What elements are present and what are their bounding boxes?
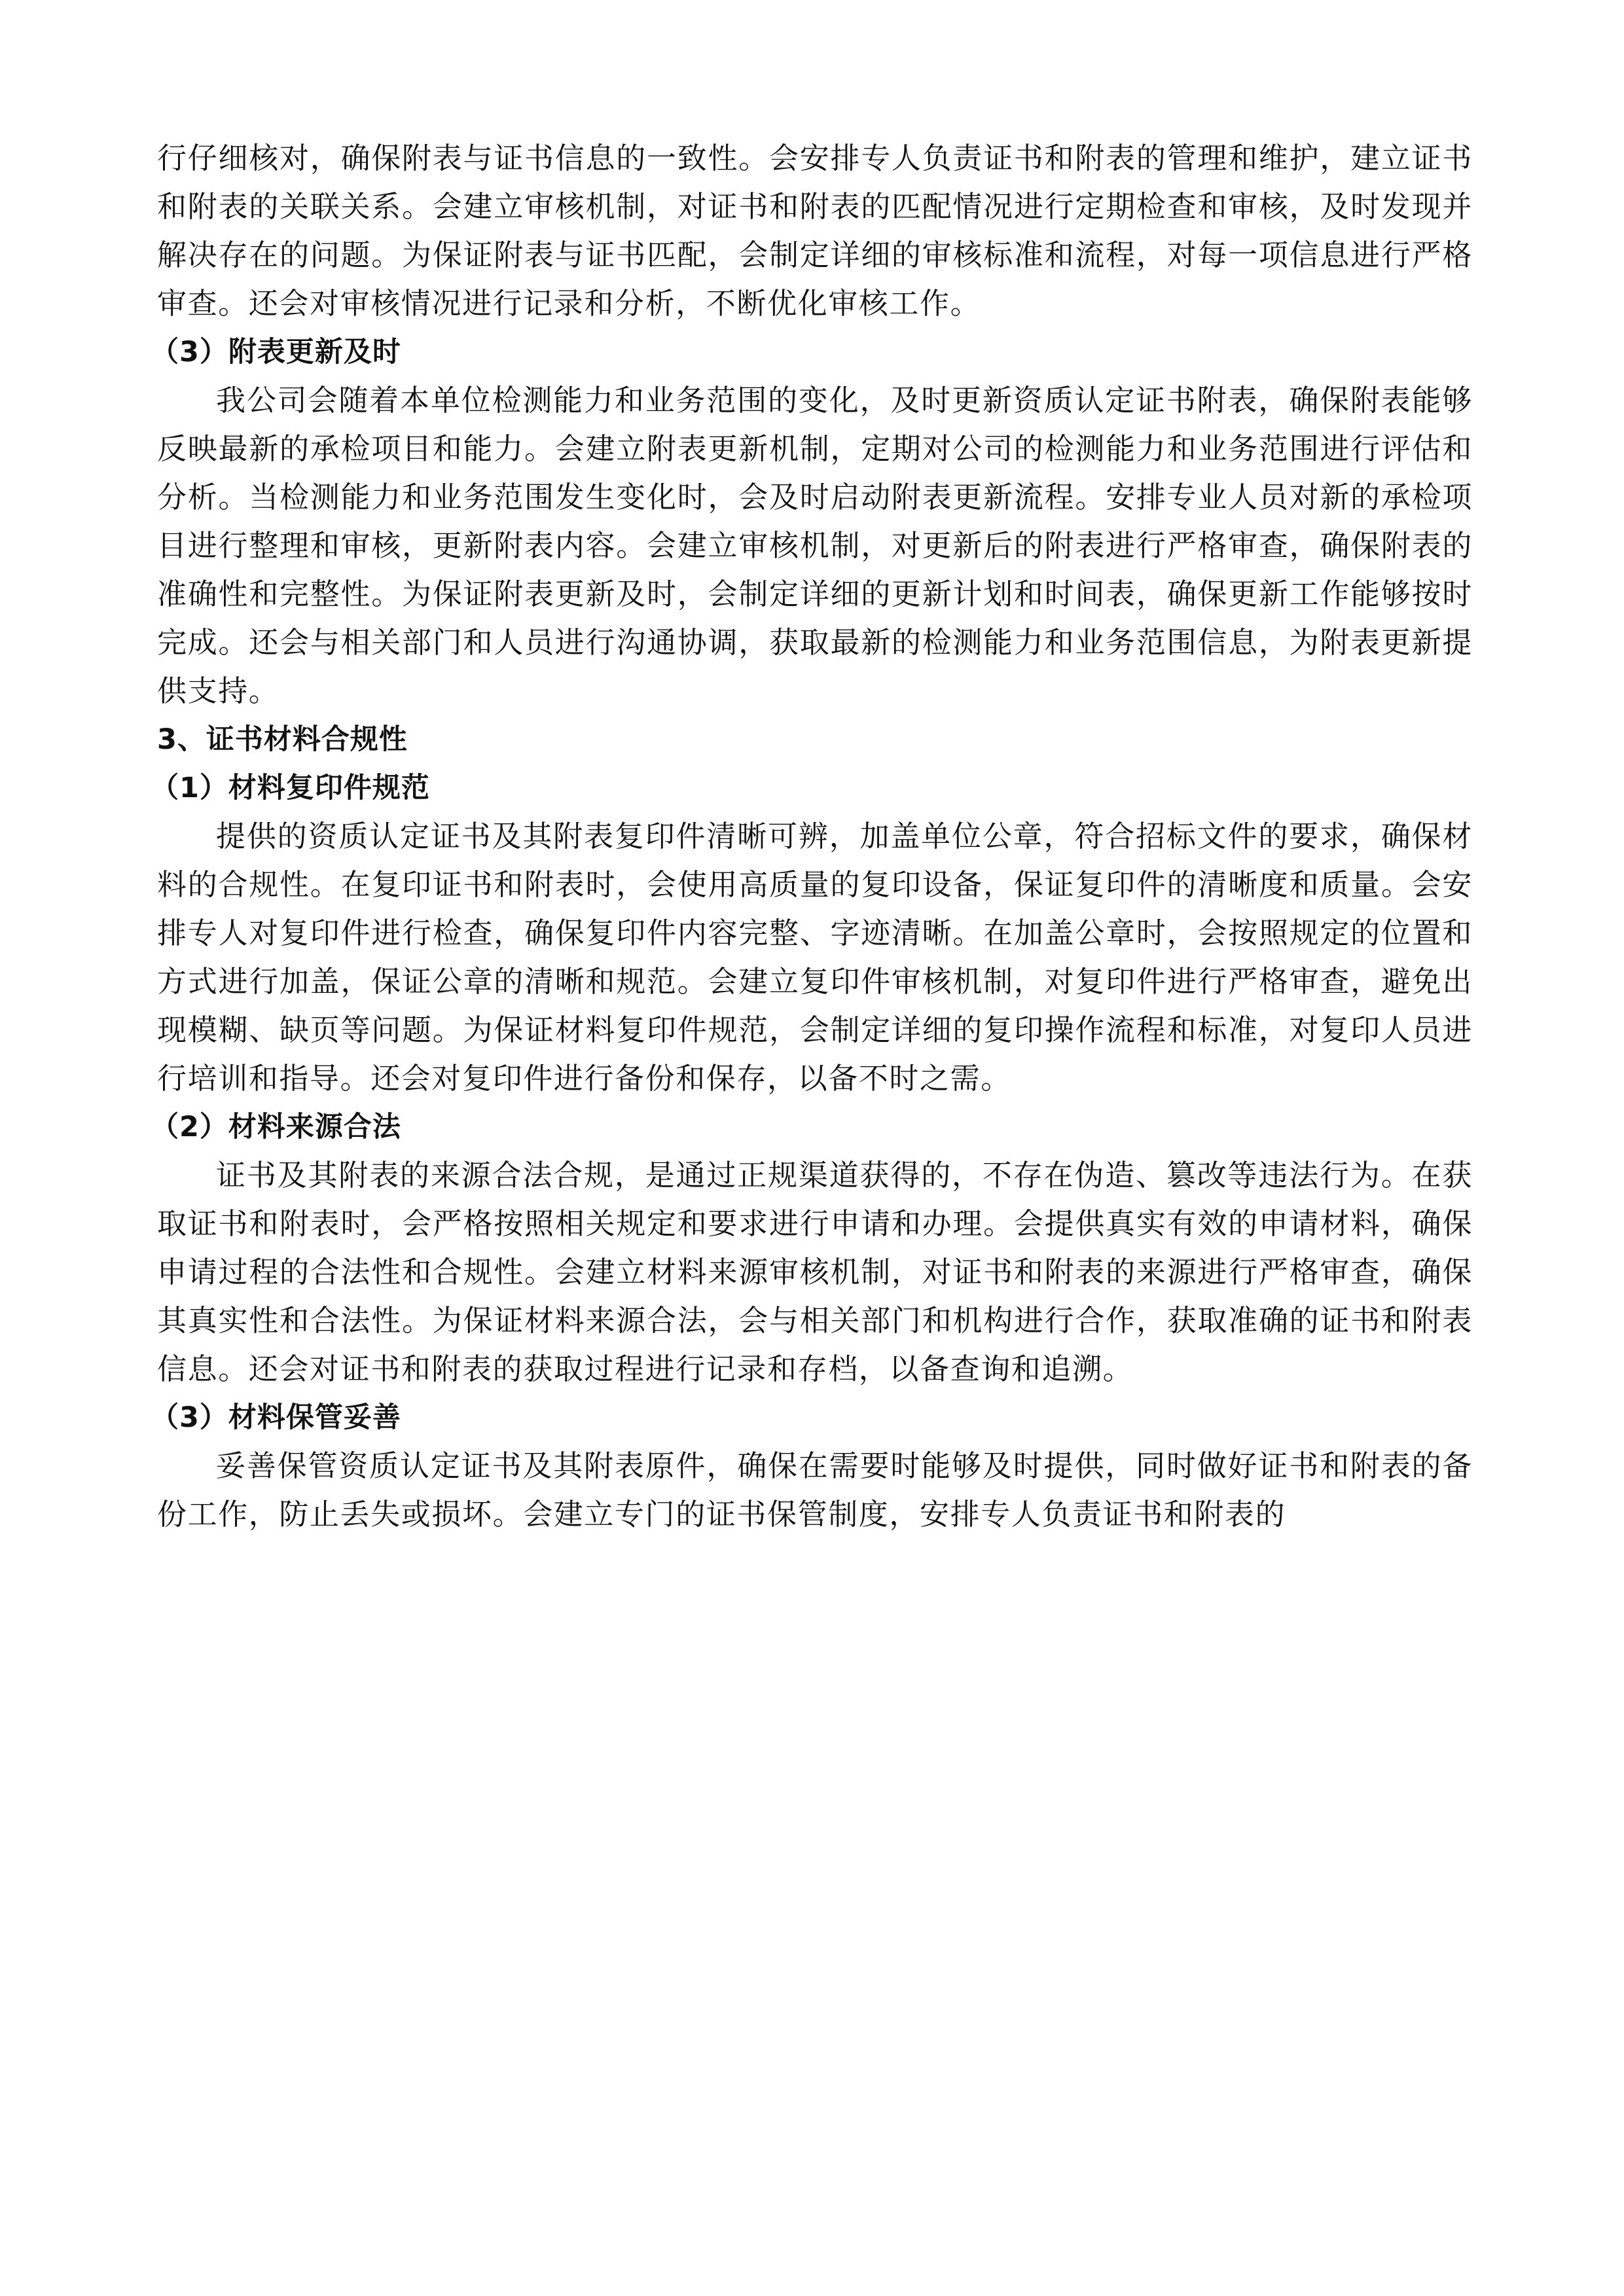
section-heading-compliance: 3、证书材料合规性 — [157, 723, 408, 756]
paragraph-appendix-update: 我公司会随着本单位检测能力和业务范围的变化，及时更新资质认定证书附表，确保附表能够反映最新的承检项目和能力。会建立附表更新机制，定期对公司的检测能力和业务范围进行评估和分析。当检测能力和业务范围发生变化时，会及时启动附表更新流程。安排专业人员对新的承检项目进行整理和审核，更新附表内容。会建立审核机制，对更新后的附表进行严格审查，确保附表的准确性和完整性。为保证附表更新及时，会制定详细的更新计划和时间表，确保更新工作能够按时完成。还会与相关部门和人员进行沟通协调，获取最新的检测能力和业务范围信息，为附表更新提供支持。 — [157, 383, 1473, 708]
subheading-storage: （3）材料保管妥善 — [151, 1401, 401, 1434]
paragraph-legal-source: 证书及其附表的来源合法合规，是通过正规渠道获得的，不存在伪造、篡改等违法行为。在获取证书和附表时，会严格按照相关规定和要求进行申请和办理。会提供真实有效的申请材料，确保申请过程的合法性和合规性。会建立材料来源审核机制，对证书和附表的来源进行严格审查，确保其真实性和合法性。为保证材料来源合法，会与相关部门和机构进行合作，获取准确的证书和附表信息。还会对证书和附表的获取过程进行记录和存档，以备查询和追溯。 — [157, 1158, 1473, 1386]
paragraph-storage: 妥善保管资质认定证书及其附表原件，确保在需要时能够及时提供，同时做好证书和附表的备份工作，防止丢失或损坏。会建立专门的证书保管制度，安排专人负责证书和附表的 — [157, 1448, 1473, 1532]
subheading-copy-spec: （1）材料复印件规范 — [151, 772, 430, 804]
document-page — [151, 134, 1473, 1539]
paragraph-copy-spec: 提供的资质认定证书及其附表复印件清晰可辨，加盖单位公章，符合招标文件的要求，确保材料的合规性。在复印证书和附表时，会使用高质量的复印设备，保证复印件的清晰度和质量。会安排专人对复印件进行检查，确保复印件内容完整、字迹清晰。在加盖公章时，会按照规定的位置和方式进行加盖，保证公章的清晰和规范。会建立复印件审核机制，对复印件进行严格审查，避免出现模糊、缺页等问题。为保证材料复印件规范，会制定详细的复印操作流程和标准，对复印人员进行培训和指导。还会对复印件进行备份和保存，以备不时之需。 — [157, 819, 1473, 1096]
subheading-legal-source: （2）材料来源合法 — [151, 1111, 401, 1143]
subheading-appendix-update: （3）附表更新及时 — [151, 336, 401, 368]
paragraph-continued: 行仔细核对，确保附表与证书信息的一致性。会安排专人负责证书和附表的管理和维护，建立证书和附表的关联关系。会建立审核机制，对证书和附表的匹配情况进行定期检查和审核，及时发现并解决存在的问题。为保证附表与证书匹配，会制定详细的审核标准和流程，对每一项信息进行严格审查。还会对审核情况进行记录和分析，不断优化审核工作。 — [157, 141, 1473, 321]
